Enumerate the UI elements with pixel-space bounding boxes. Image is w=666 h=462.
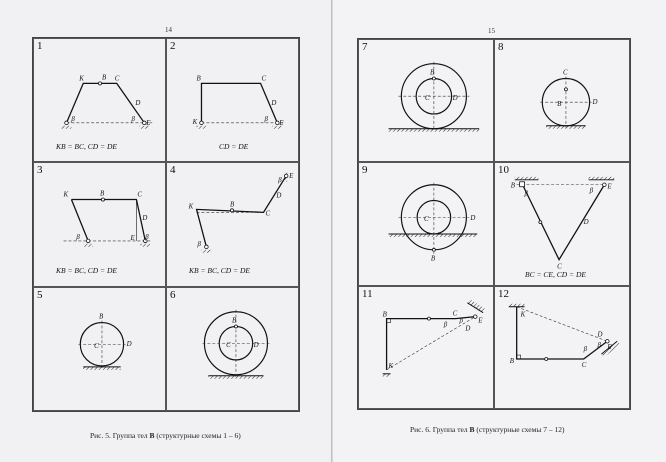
scheme-number: 5 xyxy=(37,288,43,301)
scheme-diagram-8 xyxy=(495,40,629,161)
svg-text:β: β xyxy=(597,341,601,349)
svg-text:B: B xyxy=(101,74,107,82)
scheme-diagram-10 xyxy=(495,163,629,284)
scheme-diagram-9 xyxy=(359,163,493,284)
scheme-cell-12 xyxy=(494,286,630,409)
scheme-cell-7 xyxy=(358,39,494,162)
svg-text:D: D xyxy=(470,215,476,223)
svg-text:D: D xyxy=(276,192,282,200)
scheme-number: 11 xyxy=(362,287,373,300)
svg-text:C: C xyxy=(137,191,143,199)
caption-suffix: (структурные схемы 1 – 6) xyxy=(156,431,241,440)
scheme-cell-3 xyxy=(33,162,166,286)
svg-text:B: B xyxy=(99,190,105,198)
svg-text:B: B xyxy=(382,311,387,319)
svg-text:B: B xyxy=(557,101,562,109)
scheme-diagram-5 xyxy=(34,288,165,410)
scheme-number: 8 xyxy=(498,41,504,53)
svg-text:β: β xyxy=(443,321,448,329)
svg-text:β: β xyxy=(131,115,135,123)
caption-group: В xyxy=(469,425,475,434)
svg-text:D: D xyxy=(271,100,277,108)
svg-text:β: β xyxy=(459,317,463,325)
svg-text:C: C xyxy=(114,75,120,83)
scheme-number: 6 xyxy=(170,288,176,301)
scheme-condition: KB = BC, CD = DE xyxy=(189,266,250,276)
svg-text:E: E xyxy=(279,119,284,127)
scheme-diagram-6 xyxy=(167,288,298,410)
scheme-number: 12 xyxy=(498,287,509,300)
svg-text:C: C xyxy=(94,342,99,350)
scheme-cell-4 xyxy=(166,162,299,286)
svg-text:β: β xyxy=(524,190,528,198)
svg-text:K: K xyxy=(188,203,194,211)
svg-text:D: D xyxy=(142,215,148,223)
svg-text:C: C xyxy=(452,310,458,318)
svg-text:C: C xyxy=(557,263,562,271)
left-page xyxy=(0,0,332,462)
svg-text:C: C xyxy=(562,69,568,77)
right-page xyxy=(333,0,666,462)
svg-text:B: B xyxy=(196,75,201,83)
scheme-cell-9 xyxy=(358,162,494,285)
scheme-number: 3 xyxy=(37,164,43,177)
svg-text:E: E xyxy=(289,173,294,181)
caption-prefix: Рис. 6. Группа тел xyxy=(410,425,468,434)
scheme-cell-8 xyxy=(494,39,630,162)
svg-text:E: E xyxy=(607,343,612,351)
scheme-diagram-12 xyxy=(495,287,629,408)
scheme-number: 10 xyxy=(498,164,509,177)
svg-text:C: C xyxy=(581,361,587,369)
scheme-cell-10 xyxy=(494,162,630,285)
svg-text:β: β xyxy=(197,241,201,249)
svg-text:B: B xyxy=(510,183,515,191)
svg-text:β: β xyxy=(583,345,588,353)
figure-caption xyxy=(410,425,564,434)
scheme-number: 2 xyxy=(170,40,176,52)
svg-text:β: β xyxy=(71,115,75,123)
svg-text:E: E xyxy=(130,235,135,243)
caption-suffix: (структурные схемы 7 – 12) xyxy=(476,425,565,434)
svg-text:B: B xyxy=(99,313,104,321)
scheme-number: 4 xyxy=(170,164,176,177)
svg-text:D: D xyxy=(597,330,603,338)
svg-text:B: B xyxy=(430,255,436,263)
scheme-grid xyxy=(32,37,300,412)
svg-text:B: B xyxy=(509,357,514,365)
svg-text:β: β xyxy=(145,234,149,242)
svg-text:K: K xyxy=(63,191,69,199)
svg-text:D: D xyxy=(583,219,589,227)
svg-text:C: C xyxy=(424,216,429,224)
svg-text:K: K xyxy=(388,362,394,370)
scheme-cell-11 xyxy=(358,286,494,409)
svg-text:D: D xyxy=(253,341,259,349)
svg-text:C: C xyxy=(226,341,231,349)
scheme-cell-2 xyxy=(166,38,299,162)
svg-text:E: E xyxy=(478,317,483,325)
scheme-number: 9 xyxy=(362,164,368,177)
svg-text:C: C xyxy=(265,210,271,218)
svg-text:E: E xyxy=(146,119,151,127)
svg-text:D: D xyxy=(135,100,141,108)
svg-text:B: B xyxy=(429,69,435,77)
caption-group: В xyxy=(149,431,155,440)
scheme-condition: BC = CE, CD = DE xyxy=(525,270,586,280)
svg-text:K: K xyxy=(192,118,198,126)
scheme-cell-6 xyxy=(166,287,299,411)
caption-prefix: Рис. 5. Группа тел xyxy=(90,431,148,440)
svg-text:D: D xyxy=(452,95,458,103)
scheme-diagram-7 xyxy=(359,40,493,161)
scheme-condition: KB = BC, CD = DE xyxy=(56,266,117,276)
scheme-grid xyxy=(357,38,631,410)
svg-text:K: K xyxy=(520,311,526,319)
svg-text:E: E xyxy=(607,184,612,192)
svg-text:K: K xyxy=(79,75,84,83)
scheme-diagram-11 xyxy=(359,287,493,408)
scheme-condition: KB = BC, CD = DE xyxy=(56,142,117,151)
svg-text:C: C xyxy=(261,75,267,83)
scheme-condition: CD = DE xyxy=(219,142,249,151)
figure-caption xyxy=(90,431,241,440)
svg-text:β: β xyxy=(264,115,268,123)
scheme-cell-5 xyxy=(33,287,166,411)
svg-text:D: D xyxy=(465,325,471,333)
svg-text:β: β xyxy=(278,177,282,185)
svg-text:B: B xyxy=(232,317,237,325)
svg-text:β: β xyxy=(589,187,594,195)
svg-text:D: D xyxy=(592,99,598,107)
page-number: 15 xyxy=(488,27,495,35)
scheme-number: 1 xyxy=(37,40,43,52)
page-number: 14 xyxy=(165,26,172,34)
svg-text:C: C xyxy=(425,95,430,103)
svg-text:B: B xyxy=(230,201,235,209)
svg-text:β: β xyxy=(76,234,80,242)
svg-text:D: D xyxy=(126,340,132,348)
scheme-number: 7 xyxy=(362,41,368,53)
scheme-cell-1 xyxy=(33,38,166,162)
